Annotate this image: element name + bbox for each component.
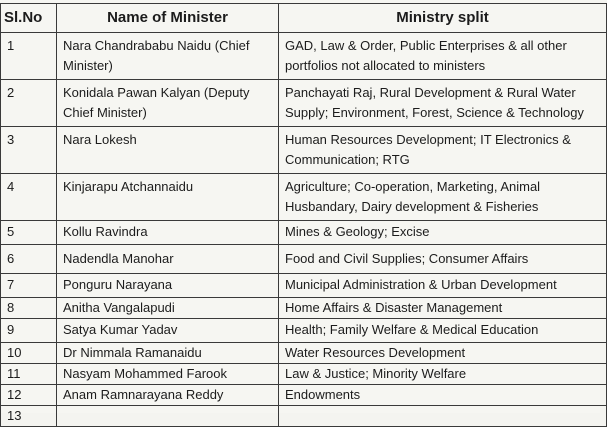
- table-row: [1, 221, 607, 245]
- ministry-portfolio: Home Affairs & Disaster Management: [279, 298, 607, 319]
- ministry-portfolio: Municipal Administration & Urban Development: [279, 274, 607, 298]
- minister-name: Ponguru Narayana: [57, 274, 279, 298]
- table-row: [1, 127, 607, 174]
- table-row: [1, 406, 607, 427]
- minister-name: Anam Ramnarayana Reddy: [57, 385, 279, 406]
- row-number: 1: [1, 33, 57, 80]
- row-number: 4: [1, 174, 57, 221]
- row-number: 5: [1, 221, 57, 245]
- header-name-of-minister: Name of Minister: [57, 4, 279, 33]
- row-number: 9: [1, 319, 57, 343]
- row-number: 6: [1, 245, 57, 274]
- table-row: [1, 298, 607, 319]
- header-ministry-split: Ministry split: [279, 4, 607, 33]
- table-row: [1, 319, 607, 343]
- minister-name: Nara Chandrababu Naidu (Chief Minister): [57, 33, 279, 80]
- ministry-portfolio: Mines & Geology; Excise: [279, 221, 607, 245]
- row-number: 11: [1, 364, 57, 385]
- ministry-portfolio: Health; Family Welfare & Medical Education: [279, 319, 607, 343]
- minister-name: Satya Kumar Yadav: [57, 319, 279, 343]
- minister-name: Nasyam Mohammed Farook: [57, 364, 279, 385]
- ministry-portfolio: Food and Civil Supplies; Consumer Affairs: [279, 245, 607, 274]
- table-row: [1, 174, 607, 221]
- ministers-table: [0, 3, 607, 427]
- ministry-portfolio: Endowments: [279, 385, 607, 406]
- ministry-portfolio: Law & Justice; Minority Welfare: [279, 364, 607, 385]
- row-number: 12: [1, 385, 57, 406]
- row-number: 7: [1, 274, 57, 298]
- row-number: 2: [1, 80, 57, 127]
- row-number: 10: [1, 343, 57, 364]
- minister-name: Nadendla Manohar: [57, 245, 279, 274]
- table-row: [1, 385, 607, 406]
- table-row: [1, 245, 607, 274]
- minister-name: Kollu Ravindra: [57, 221, 279, 245]
- ministry-portfolio: Water Resources Development: [279, 343, 607, 364]
- row-number: 8: [1, 298, 57, 319]
- table-header-row: [1, 4, 607, 33]
- minister-name: [57, 406, 279, 427]
- minister-name: Dr Nimmala Ramanaidu: [57, 343, 279, 364]
- minister-name: Kinjarapu Atchannaidu: [57, 174, 279, 221]
- header-sl-no: Sl.No: [1, 4, 57, 33]
- table-row: [1, 274, 607, 298]
- table-row: [1, 33, 607, 80]
- ministry-portfolio: Agriculture; Co-operation, Marketing, Animal Husbandary, Dairy development & Fisheries: [279, 174, 607, 221]
- table-row: [1, 343, 607, 364]
- row-number: 3: [1, 127, 57, 174]
- row-number: 13: [1, 406, 57, 427]
- ministry-portfolio: Panchayati Raj, Rural Development & Rural Water Supply; Environment, Forest, Science & Technology: [279, 80, 607, 127]
- minister-name: Konidala Pawan Kalyan (Deputy Chief Minister): [57, 80, 279, 127]
- ministry-portfolio: [279, 406, 607, 427]
- table-row: [1, 80, 607, 127]
- table-row: [1, 364, 607, 385]
- minister-name: Anitha Vangalapudi: [57, 298, 279, 319]
- ministry-portfolio: Human Resources Development; IT Electronics & Communication; RTG: [279, 127, 607, 174]
- minister-name: Nara Lokesh: [57, 127, 279, 174]
- ministry-portfolio: GAD, Law & Order, Public Enterprises & all other portfolios not allocated to ministers: [279, 33, 607, 80]
